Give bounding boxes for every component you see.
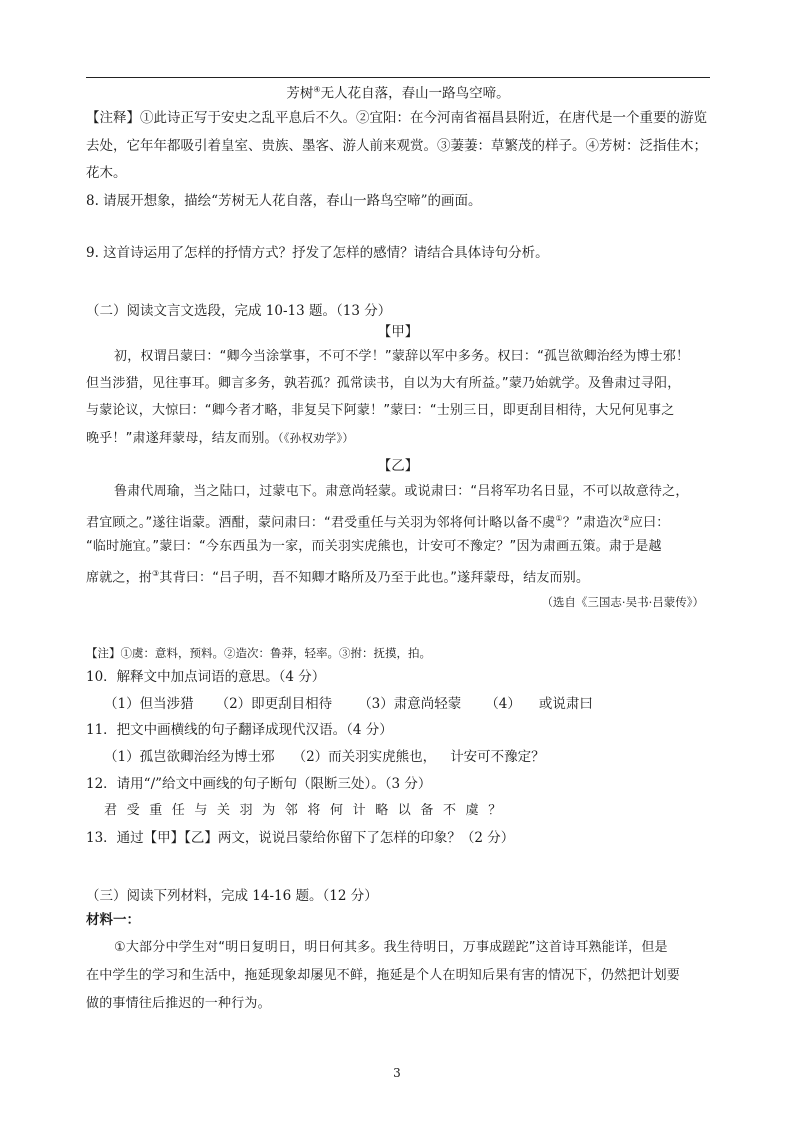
question-11-items [104, 747, 545, 767]
top-rule [86, 77, 710, 78]
poem-text-b: 无人花自落，春山一路鸟空啼。 [320, 85, 510, 102]
yi-line-3: “临时施宜。”蒙曰：“今东西虽为一家，而关羽实虎熊也，计安可不豫定？”因为肃画五策。肃于是越 [86, 539, 662, 554]
yi-line-4 [86, 564, 589, 588]
yi-line-4-b: 其背曰：“吕子明，吾不知卿才略所及乃至于此也。”遂拜蒙母，结友而别。 [159, 570, 590, 586]
q11-item-1: （1）孤岂欲卿治经为博士邪 [104, 749, 275, 765]
q10-item-2: （2）即更刮目相待 [215, 696, 333, 712]
yi-line-2 [86, 509, 669, 533]
question-10-items [104, 694, 593, 714]
q11-item-2-cont: 计安可不豫定？ [450, 749, 545, 765]
yi-line-2-text: 君宜顾之。”遂往诣蒙。酒酣，蒙问肃曰：“君受重任与关羽为邻将何计略以备不虞 [86, 515, 556, 531]
jia-line-3: 与蒙论议，大惊曰：“卿今者才略，非复吴下阿蒙！”蒙曰：“士别三日，即更刮目相待，大兄何见事之 [86, 403, 675, 418]
q10-item-4-label: （4） [485, 696, 521, 712]
question-13: 13．通过【甲】【乙】两文，说说吕蒙给你留下了怎样的印象？（2 分） [86, 830, 515, 846]
note-mark: ④ [313, 85, 321, 94]
poem-line [86, 80, 710, 104]
yi-line-2-end: 应曰： [629, 515, 670, 531]
yi-title: 【乙】 [377, 458, 419, 474]
material-1-line-3: 做的事情往后推迟的一种行为。 [86, 996, 271, 1011]
yi-note-2: ② [622, 514, 630, 523]
q10-item-3: （3）肃意尚轻蒙 [358, 696, 462, 712]
annotation-line-1: 【注释】①此诗正写于安史之乱平息后不久。②宜阳：在今河南省福昌县附近，在唐代是一个重要的游览 [86, 110, 707, 126]
question-8: 8. 请展开想象，描绘“芳树无人花自落，春山一路鸟空啼”的画面。 [86, 193, 482, 209]
q10-item-4: 或说肃曰 [538, 696, 593, 712]
yi-note-1: ① [555, 514, 563, 523]
section-2-heading: （二）阅读文言文选段，完成 10-13 题。（13 分） [86, 303, 392, 319]
question-11: 11．把文中画横线的句子翻译成现代汉语。（4 分） [86, 722, 393, 738]
annotation-line-2: 去处，它年年都吸引着皇室、贵族、墨客、游人前来观赏。③萋萋：草繁茂的样子。④芳树：泛指佳木； [86, 138, 707, 154]
page-number: 3 [393, 1066, 401, 1080]
yi-line-4-a: 席就之，拊 [86, 570, 153, 586]
yi-line-2-mid: ？”肃造次 [562, 515, 623, 531]
material-1-line-1: ①大部分中学生对“明日复明日，明日何其多。我生待明日，万事成蹉跎”这首诗耳熟能详，但是 [114, 940, 668, 955]
material-1-line-2: 在中学生的学习和生活中，拖延现象却屡见不鲜，拖延是个人在明知后果有害的情况下，仍然把计划要 [86, 968, 681, 983]
question-10: 10．解释文中加点词语的意思。（4 分） [86, 669, 326, 685]
annotation-line-3: 花木。 [86, 165, 127, 181]
jia-line-1: 初，权谓吕蒙曰：“卿今当涂掌事，不可不学！”蒙辞以军中多务。权曰：“孤岂欲卿治经为博士邪！ [114, 349, 690, 364]
jia-line-4: 晚乎！”肃遂拜蒙母，结友而别。 [86, 431, 278, 446]
yi-note-3: ③ [152, 569, 160, 578]
yi-line-1: 鲁肃代周瑜，当之陆口，过蒙屯下。肃意尚轻蒙。或说肃曰：“吕将军功名日显，不可以故意待之， [114, 484, 689, 499]
q10-item-1: （1）但当涉猎 [104, 696, 194, 712]
notes: 【注】①虞：意料，预料。②造次：鲁莽，轻率。③拊：抚摸，拍。 [86, 646, 431, 660]
jia-title: 【甲】 [377, 324, 419, 340]
question-12: 12．请用“/”给文中画线的句子断句（限断三处）。（3 分） [86, 776, 432, 792]
poem-text-a: 芳树 [286, 85, 314, 102]
question-12-sentence: 君受重任与关羽为邻将何计略以备不虞？ [104, 803, 511, 818]
question-9: 9. 这首诗运用了怎样的抒情方式？抒发了怎样的感情？请结合具体诗句分析。 [86, 245, 549, 261]
q11-item-2: （2）而关羽实虎熊也， [292, 749, 437, 765]
jia-line-2: 但当涉猎，见往事耳。卿言多务，孰若孤？孤常读书，自以为大有所益。”蒙乃始就学。及鲁肃过寻阳， [86, 376, 681, 391]
yi-source: （选自《三国志·吴书·吕蒙传》） [541, 595, 704, 609]
section-3-heading: （三）阅读下列材料，完成 14-16 题。（12 分） [86, 888, 378, 904]
jia-source: （《孙权劝学》） [277, 431, 355, 445]
material-1-label: 材料一： [86, 912, 140, 928]
